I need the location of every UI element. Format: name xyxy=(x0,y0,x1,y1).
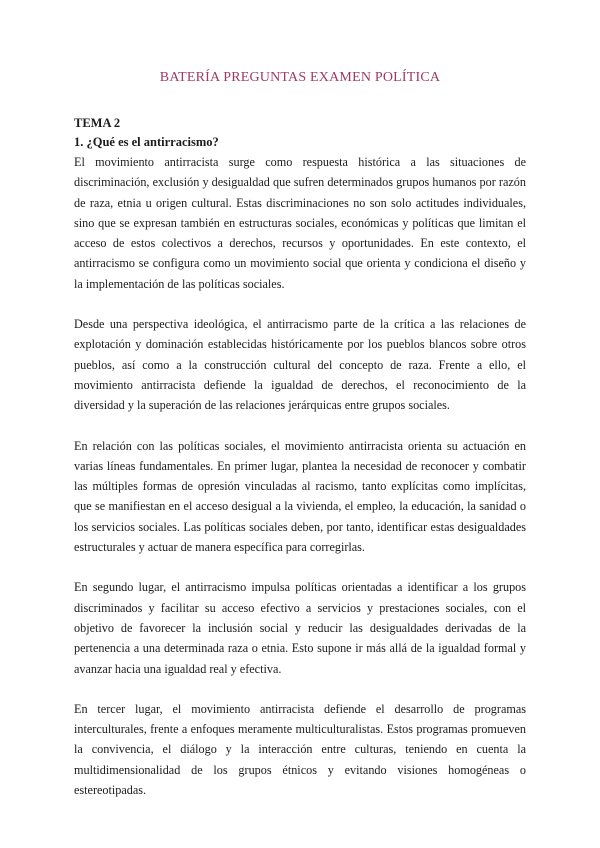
paragraph-2: Desde una perspectiva ideológica, el antirracismo parte de la crítica a las relaciones de explotación y dominación establecidas históricamente por los pueblos blancos sobre otros pueblos, así como a la construcción cultural del concepto de raza. Frente a ello, el movimiento antirracista defiende la igualdad de derechos, el reconocimiento de la diversidad y la superación de las relaciones jerárquicas entre grupos sociales. xyxy=(74,317,526,413)
paragraph-1: El movimiento antirracista surge como respuesta histórica a las situaciones de discriminación, exclusión y desigualdad que sufren determinados grupos humanos por razón de raza, etnia u origen cultural. Estas discriminaciones no son solo actitudes individuales, sino que se expresan también en estructuras sociales, económicas y políticas que limitan el acceso de estos colectivos a derechos, recursos y oportunidades. En este contexto, el antirracismo se configura como un movimiento social que orienta y condiciona el diseño y la implementación de las políticas sociales. xyxy=(74,155,526,291)
paragraph-5: En tercer lugar, el movimiento antirracista defiende el desarrollo de programas interculturales, frente a enfoques meramente multiculturalistas. Estos programas promueven la convivencia, el diálogo y la interacción entre culturas, teniendo en cuenta la multidimensionalidad de los grupos étnicos y evitando visiones homogéneas o estereotipadas. xyxy=(74,701,526,798)
paragraph-4: En segundo lugar, el antirracismo impulsa políticas orientadas a identificar a los grupos discriminados y facilitar su acceso efectivo a servicios y prestaciones sociales, con el objetivo de favorecer la inclusión social y reducir las desigualdades derivadas de la pertenencia a una determinada raza o etnia. Esto supone ir más allá de la igualdad formal y avanzar hacia una igualdad real y efectiva. xyxy=(74,580,526,676)
question-heading: 1. ¿Qué es el antirracismo? xyxy=(74,135,219,149)
document-title: BATERÍA PREGUNTAS EXAMEN POLÍTICA xyxy=(159,70,441,85)
paragraph-3: En relación con las políticas sociales, el movimiento antirracista orienta su actuación en varias líneas fundamentales. En primer lugar, plantea la necesidad de reconocer y combatir las múltiples formas de opresión vinculadas al racismo, tanto explícitas como implícitas, que se manifiestan en el acceso desigual a la vivienda, el empleo, la educación, la sanidad o los servicios sociales. Las políticas sociales deben, por tanto, identificar estas desigualdades estructurales y actuar de manera específica para corregirlas. xyxy=(74,438,526,555)
section-heading: TEMA 2 xyxy=(74,116,121,130)
